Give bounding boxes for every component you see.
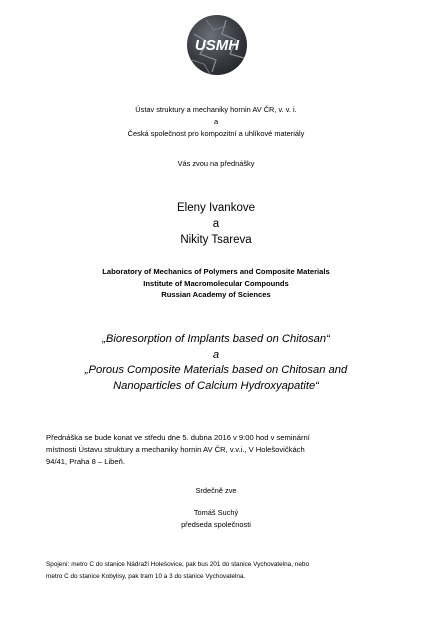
affiliation-academy: Russian Academy of Sciences	[161, 290, 271, 299]
signer-title: předseda společnosti	[181, 520, 251, 529]
transport-line-1: Spojení: metro C do stanice Nádraží Holešovice, pak bus 201 do stanice Vychovatelna, nebo	[46, 561, 309, 568]
transport-line-2: metro C do stanice Kobylisy, pak tram 10 a 3 do stanice Vychovatelna.	[46, 572, 246, 580]
lecture-title-1: „Bioresorption of Implants based on Chitosan“	[102, 333, 330, 345]
lecture-conjunction: a	[212, 348, 220, 361]
event-details	[46, 432, 387, 467]
lecture-titles	[0, 332, 432, 394]
organizers	[0, 104, 432, 140]
affiliation-institute: Institute of Macromolecular Compounds	[143, 278, 289, 288]
organizer-1: Ústav struktury a mechaniky hornin AV ČR, v. v. i.	[135, 105, 297, 114]
lecture-title-2b: Nanoparticles of Calcium Hydroxyapatite“	[113, 379, 319, 392]
organizer-conjunction: a	[213, 117, 219, 126]
affiliation-lab: Laboratory of Mechanics of Polymers and Composite Materials	[102, 267, 330, 276]
closing-greeting: Srdečně zve	[195, 486, 237, 495]
speaker-1: Eleny Ivankove	[177, 202, 255, 214]
logo-emblem-icon	[186, 14, 248, 76]
speakers	[0, 200, 432, 248]
usmh-logo	[186, 14, 248, 76]
speaker-2: Nikity Tsareva	[180, 234, 252, 246]
speaker-conjunction: a	[212, 218, 220, 230]
lecture-title-2a: „Porous Composite Materials based on Chitosan and	[84, 364, 348, 376]
details-line-2: místnosti Ústavu struktury a mechaniky hornin AV ČR, v.v.i., V Holešovičkách	[46, 444, 305, 454]
details-line-3: 94/41, Praha 8 – Libeň.	[46, 456, 125, 466]
affiliation	[0, 266, 432, 301]
transport-info	[46, 559, 396, 582]
invitation-text: Vás zvou na přednášky	[177, 159, 255, 168]
signature-block	[0, 507, 432, 531]
logo-text: USMH	[194, 37, 240, 54]
organizer-2: Česká společnost pro kompozitní a uhlíkové materiály	[127, 129, 305, 138]
details-line-1: Přednáška se bude konat ve středu dne 5. dubna 2016 v 9:00 hod v seminární	[46, 433, 310, 442]
signer-name: Tomáš Suchý	[193, 508, 239, 517]
